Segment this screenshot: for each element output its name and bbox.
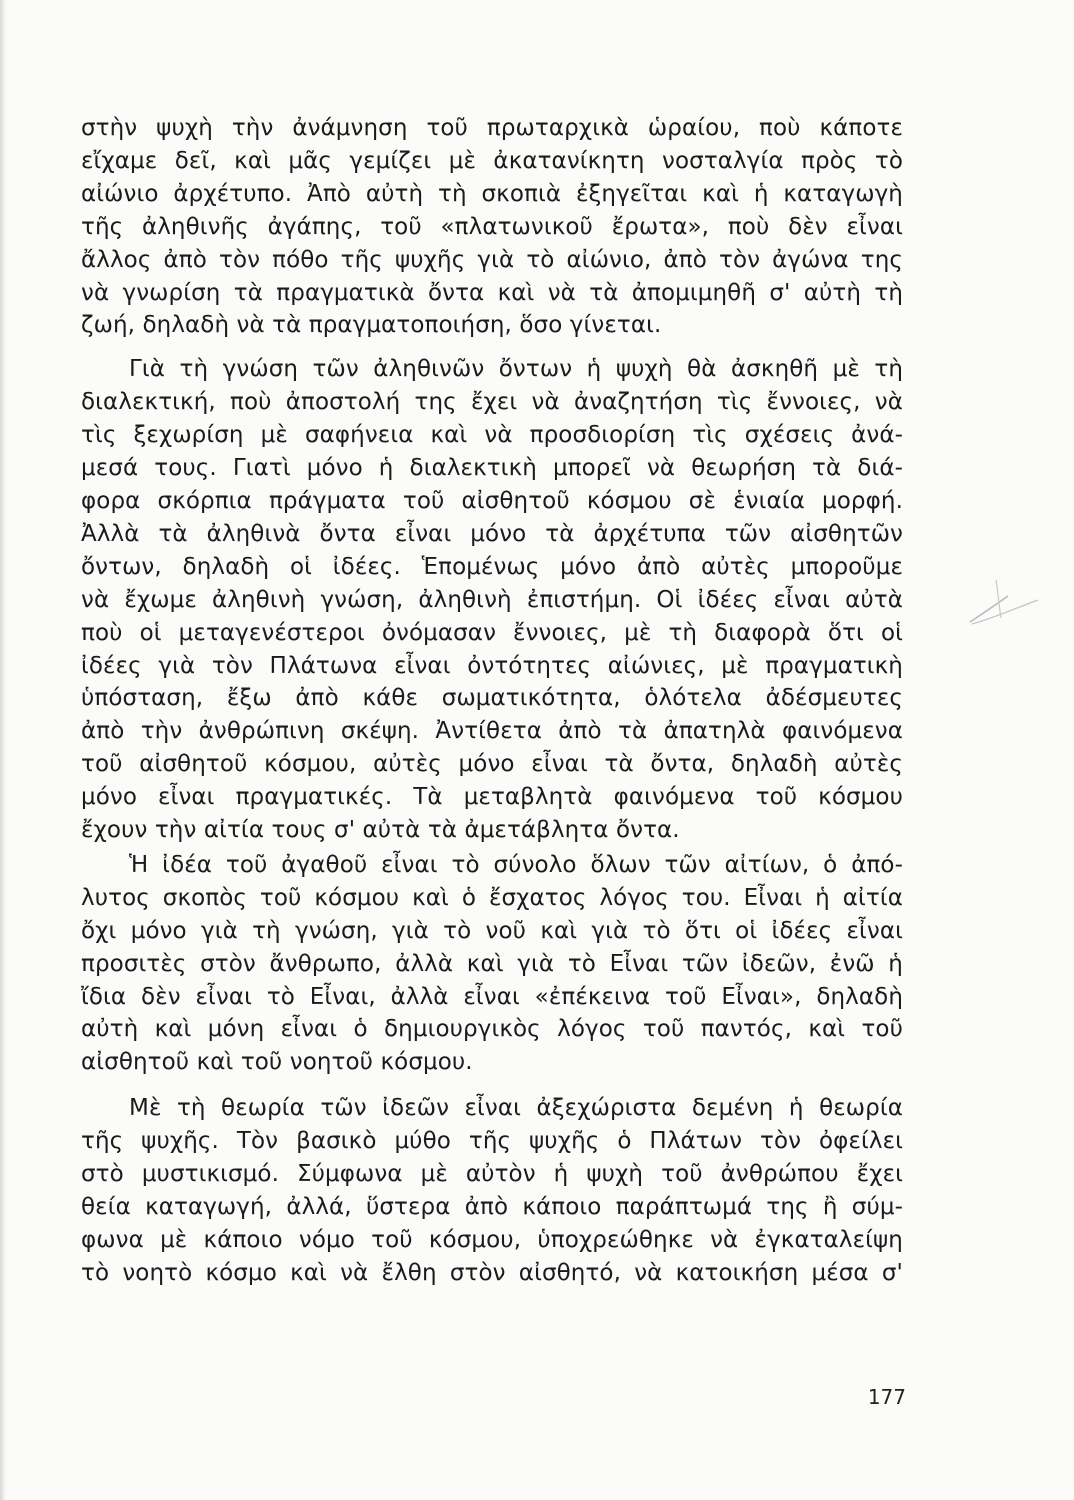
text-line: ἰδέες γιὰ τὸν Πλάτωνα εἶναι ὀντότητες αἰώνιες, μὲ πραγματικὴ [81,652,903,679]
text-line: στὴν ψυχὴ τὴν ἀνάμνηση τοῦ πρωταρχικὰ ὡραίου, ποὺ κάποτε [81,115,903,141]
page-number: 177 [867,1385,906,1409]
text-line: μεσά τους. Γιατὶ μόνο ἡ διαλεκτικὴ μπορεῖ νὰ θεωρήση τὰ διά- [81,455,903,482]
text-line: ἀπὸ τὴν ἀνθρώπινη σκέψη. Ἀντίθετα ἀπὸ τὰ ἀπατηλὰ φαινόμενα [81,718,903,745]
text-line: θεία καταγωγή, ἀλλά, ὕστερα ἀπὸ κάποιο παράπτωμά της ἢ σύμ- [81,1194,903,1220]
text-line: ποὺ οἱ μεταγενέστεροι ὀνόμασαν ἔννοιες, μὲ τὴ διαφορὰ ὅτι οἱ [81,619,903,646]
text-line: τῆς ψυχῆς. Τὸν βασικὸ μύθο τῆς ψυχῆς ὁ Πλάτων τὸν ὀφείλει [81,1128,903,1155]
text-line: ὑπόσταση, ἔξω ἀπὸ κάθε σωματικότητα, ὁλότελα ἀδέσμευτες [81,685,903,712]
text-line: νὰ γνωρίση τὰ πραγματικὰ ὄντα καὶ νὰ τὰ ἀπομιμηθῆ σ' αὐτὴ τὴ [81,279,903,306]
text-line: μόνο εἶναι πραγματικές. Τὰ μεταβλητὰ φαινόμενα τοῦ κόσμου [81,784,903,811]
text-line: Μὲ τὴ θεωρία τῶν ἰδεῶν εἶναι ἀξεχώριστα δεμένη ἡ θεωρία [129,1095,903,1122]
paragraph-2 [81,353,903,847]
text-line: προσιτὲς στὸν ἄνθρωπο, ἀλλὰ καὶ γιὰ τὸ Εἶναι τῶν ἰδεῶν, ἐνῶ ἡ [81,950,903,977]
text-line: νὰ ἔχωμε ἀληθινὴ γνώση, ἀληθινὴ ἐπιστήμη. Οἱ ἰδέες εἶναι αὐτὰ [81,586,903,613]
paragraph-3 [81,849,903,1079]
text-line: ὄχι μόνο γιὰ τὴ γνώση, γιὰ τὸ νοῦ καὶ γιὰ τὸ ὅτι οἱ ἰδέες εἶναι [81,917,903,944]
text-line: φωνα μὲ κάποιο νόμο τοῦ κόσμου, ὑποχρεώθηκε νὰ ἐγκαταλείψη [81,1226,903,1253]
text-line: φορα σκόρπια πράγματα τοῦ αἰσθητοῦ κόσμου σὲ ἑνιαία μορφή. [81,487,903,514]
body-text [81,112,903,1290]
text-line: τῆς ἀληθινῆς ἀγάπης, τοῦ «πλατωνικοῦ ἔρωτα», ποὺ δὲν εἶναι [81,213,903,240]
text-line: τὸ νοητὸ κόσμο καὶ νὰ ἔλθη στὸν αἰσθητό, νὰ κατοικήση μέσα σ' [81,1259,903,1286]
text-line: λυτος σκοπὸς τοῦ κόσμου καὶ ὁ ἔσχατος λόγος του. Εἶναι ἡ αἰτία [81,884,903,911]
page-edge-shadow [0,0,6,1500]
text-line: ὄντων, δηλαδὴ οἱ ἰδέες. Ἑπομένως μόνο ἀπὸ αὐτὲς μποροῦμε [81,553,903,580]
text-line: αὐτὴ καὶ μόνη εἶναι ὁ δημιουργικὸς λόγος τοῦ παντός, καὶ τοῦ [81,1016,903,1043]
text-line: τὶς ξεχωρίση μὲ σαφήνεια καὶ νὰ προσδιορίση τὶς σχέσεις ἀνά- [81,422,903,449]
paragraph-1 [81,112,903,342]
text-line: ἄλλος ἀπὸ τὸν πόθο τῆς ψυχῆς γιὰ τὸ αἰώνιο, ἀπὸ τὸν ἀγώνα της [81,246,903,273]
text-line: αἰσθητοῦ καὶ τοῦ νοητοῦ κόσμου. [81,1049,473,1076]
text-line: εἴχαμε δεῖ, καὶ μᾶς γεμίζει μὲ ἀκατανίκητη νοσταλγία πρὸς τὸ [81,147,903,174]
text-line: Ἀλλὰ τὰ ἀληθινὰ ὄντα εἶναι μόνο τὰ ἀρχέτυπα τῶν αἰσθητῶν [81,520,903,547]
pencil-mark-icon [968,578,1048,638]
text-line: ἔχουν τὴν αἰτία τους σ' αὐτὰ τὰ ἀμετάβλητα ὄντα. [81,817,680,844]
text-line: ἴδια δὲν εἶναι τὸ Εἶναι, ἀλλὰ εἶναι «ἐπέκεινα τοῦ Εἶναι», δηλαδὴ [81,983,903,1010]
text-line: στὸ μυστικισμό. Σύμφωνα μὲ αὐτὸν ἡ ψυχὴ τοῦ ἀνθρώπου ἔχει [81,1161,903,1188]
text-line: Ἡ ἰδέα τοῦ ἀγαθοῦ εἶναι τὸ σύνολο ὅλων τῶν αἰτίων, ὁ ἀπό- [129,851,903,878]
text-line: αἰώνιο ἀρχέτυπο. Ἀπὸ αὐτὴ τὴ σκοπιὰ ἐξηγεῖται καὶ ἡ καταγωγὴ [81,180,903,207]
text-line: Γιὰ τὴ γνώση τῶν ἀληθινῶν ὄντων ἡ ψυχὴ θὰ ἀσκηθῆ μὲ τὴ [129,356,903,383]
text-line: ζωή, δηλαδὴ νὰ τὰ πραγματοποιήση, ὅσο γίνεται. [81,312,662,339]
paragraph-4 [81,1092,903,1289]
text-line: τοῦ αἰσθητοῦ κόσμου, αὐτὲς μόνο εἶναι τὰ ὄντα, δηλαδὴ αὐτὲς [81,751,903,778]
text-line: διαλεκτική, ποὺ ἀποστολή της ἔχει νὰ ἀναζητήση τὶς ἔννοιες, νὰ [81,389,903,416]
